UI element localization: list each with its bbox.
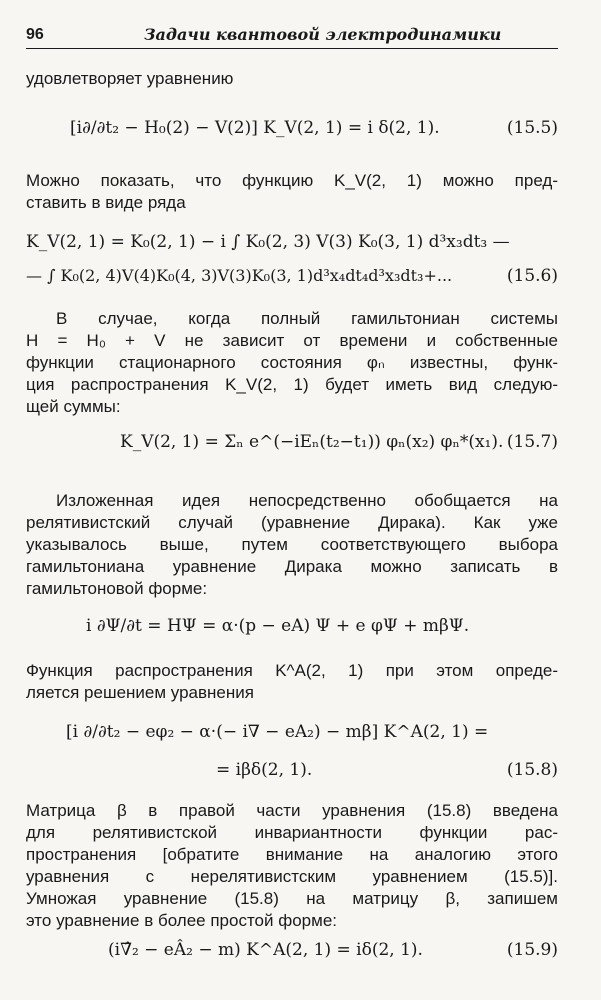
text-line: ставить в виде ряда [26, 193, 186, 212]
paragraph-dirac [26, 490, 558, 600]
text-line: пространения [обратите внимание на аналогию этого [26, 845, 558, 864]
paragraph-hamiltonian [26, 308, 558, 418]
text-line: Матрица β в правой части уравнения (15.8) введена [26, 801, 558, 820]
running-title: Задачи квантовой электродинамики [144, 25, 502, 44]
equation-number-15-7: (15.7) [506, 432, 558, 452]
text-line: H = H₀ + V не зависит от времени и собственные [26, 331, 558, 350]
text-line: гамильтониана уравнение Дирака можно записать в [26, 557, 558, 576]
text-line: релятивистский случай (уравнение Дирака). Как уже [26, 513, 558, 532]
text-line: Можно показать, что функцию K_V(2, 1) можно пред- [26, 171, 558, 190]
paragraph-series [26, 170, 558, 214]
text-line: уравнения с нерелятивистским уравнением (15.5)]. [26, 867, 558, 886]
page-number: 96 [26, 26, 44, 43]
text-line: указывалось выше, путем соответствующего выбора [26, 535, 558, 554]
equation-15-8-line-1: [i ∂/∂t₂ − eφ₂ − α·(− i∇ − eA₂) − mβ] K^A(2, 1) = [66, 722, 489, 742]
text-line: ляется решением уравнения [26, 683, 254, 702]
text-line: В случае, когда полный гамильтониан системы [56, 309, 558, 328]
text-line: щей суммы: [26, 397, 121, 416]
text-line: Функция распространения K^A(2, 1) при этом опреде- [26, 661, 558, 680]
equation-15-7: K_V(2, 1) = Σₙ e^(−iEₙ(t₂−t₁)) φₙ(x₂) φₙ*(x₁). [120, 432, 504, 452]
text-line: ция распространения K_V(2, 1) будет иметь вид следую- [26, 375, 558, 394]
equation-number-15-9: (15.9) [506, 940, 558, 960]
equation-15-6-line-2: — ∫ K₀(2, 4)V(4)K₀(4, 3)V(3)K₀(3, 1)d³x₄dt₄d³x₃dt₃+... [26, 266, 453, 285]
equation-15-5: [i∂/∂t₂ − H₀(2) − V(2)] K_V(2, 1) = i δ(2, 1). [70, 118, 440, 138]
text-line: функции стационарного состояния φₙ известны, функ- [26, 353, 558, 372]
text-line: для релятивистской инвариантности функции рас- [26, 823, 558, 842]
equation-15-6-line-1: K_V(2, 1) = K₀(2, 1) − i ∫ K₀(2, 3) V(3) K₀(3, 1) d³x₃dt₃ — [26, 232, 510, 252]
equation-number-15-6: (15.6) [506, 266, 558, 286]
text-line: Изложенная идея непосредственно обобщается на [56, 491, 558, 510]
paragraph-propagation [26, 660, 558, 704]
page-header [26, 24, 558, 49]
equation-number-15-5: (15.5) [506, 118, 558, 138]
text-line: это уравнение в более простой форме: [26, 911, 337, 930]
equation-15-9: (i∇̂₂ − eÂ₂ − m) K^A(2, 1) = iδ(2, 1). [108, 940, 423, 960]
text-line: гамильтоновой форме: [26, 579, 208, 598]
equation-dirac: i ∂Ψ/∂t = HΨ = α·(p − eA) Ψ + e φΨ + mβΨ. [86, 616, 470, 636]
equation-number-15-8: (15.8) [506, 760, 558, 780]
paragraph-matrix [26, 800, 558, 932]
text-line: Умножая уравнение (15.8) на матрицу β, запишем [26, 889, 558, 908]
equation-15-8-line-2: = iβδ(2, 1). [216, 760, 313, 780]
paragraph-intro [26, 68, 558, 90]
text-line: удовлетворяет уравнению [26, 69, 234, 88]
